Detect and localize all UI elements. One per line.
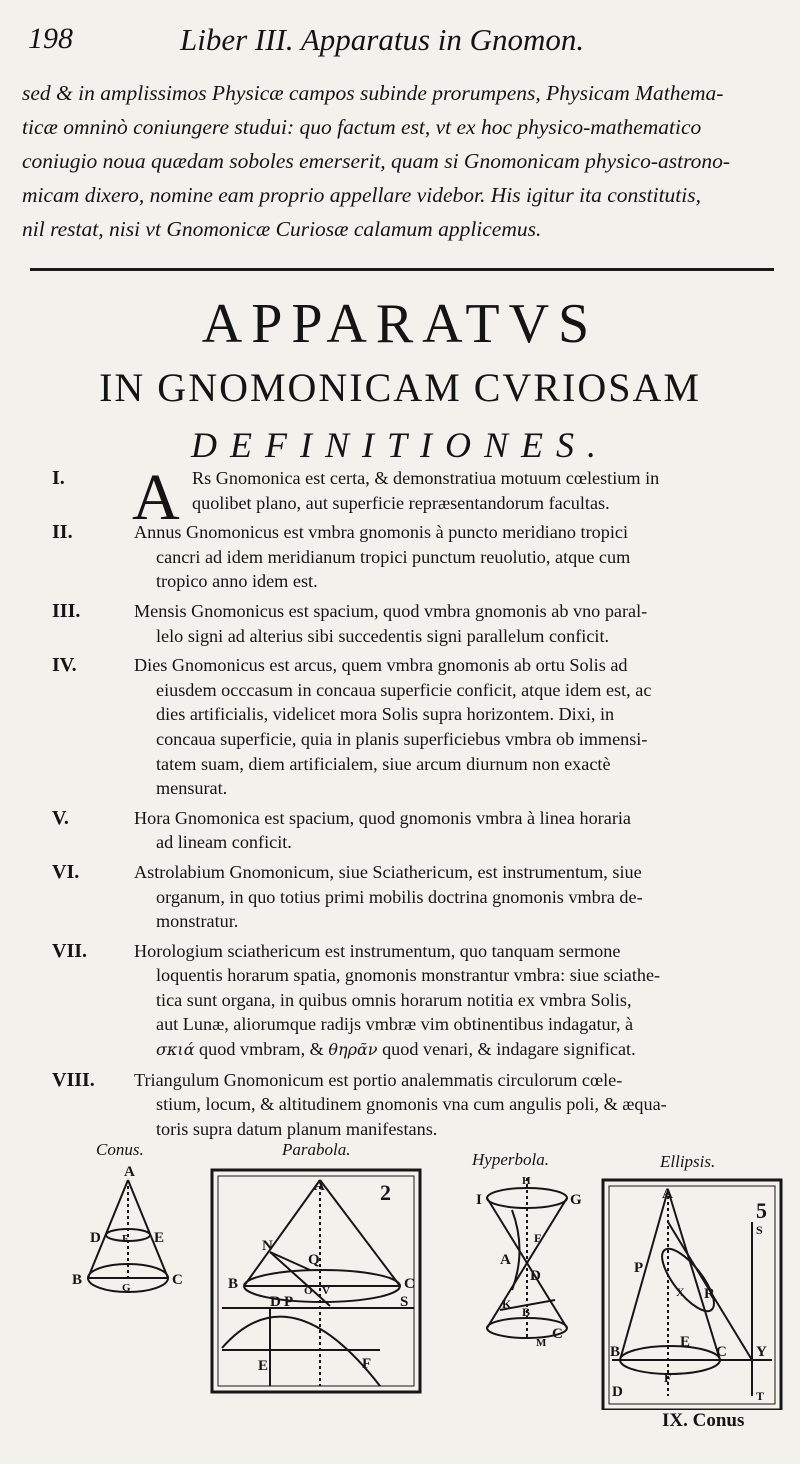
definition-line: ad lineam conficit. <box>156 832 292 853</box>
definition-number: V. <box>52 806 69 829</box>
definition-fragment: quod vmbram, & <box>194 1039 329 1060</box>
intro-paragraph <box>22 76 782 246</box>
fig-letter: Y <box>756 1344 767 1360</box>
definition-line: concaua superficie, quia in planis superficiebus vmbra ob immensi- <box>156 728 648 749</box>
definition-item <box>24 939 784 1063</box>
definition-line: dies artificialis, videlicet mora Solis supra horizontem. Dixi, in <box>156 704 615 725</box>
section-title: APPARATVS <box>201 293 599 355</box>
fig-number: 2 <box>380 1180 391 1205</box>
definition-line: lelo signi ad alterius sibi succedentis signi parallelum conficit. <box>156 625 610 646</box>
fig-letter: P <box>634 1260 644 1276</box>
fig-letter: E <box>258 1358 269 1374</box>
definition-item <box>24 599 784 648</box>
definition-line: tatem suam, diem artificialem, siue arcum diurnum non exactè <box>156 753 611 774</box>
intro-line: nil restat, nisi vt Gnomonicæ Curiosæ calamum applicemus. <box>22 217 542 241</box>
fig-letter: I <box>476 1192 482 1208</box>
definition-line: Horologium sciathericum est instrumentum, quo tanquam sermone <box>134 940 621 961</box>
fig-letter: M <box>536 1337 547 1349</box>
definition-item <box>24 806 784 855</box>
definition-text <box>134 939 784 1063</box>
fig-letter: D <box>530 1268 541 1284</box>
definition-line: Rs Gnomonica est certa, & demonstratiua motuum cœlestium in <box>192 468 660 488</box>
definition-text <box>134 806 784 855</box>
definition-line <box>134 1037 784 1063</box>
fig-letter: R <box>704 1286 715 1302</box>
fig-letter: K <box>502 1297 512 1311</box>
definition-line: stium, locum, & altitudinem gnomonis vna cum angulis poli, & æqua- <box>156 1094 667 1115</box>
figure-label-conus: Conus. <box>96 1140 144 1159</box>
definition-line: eiusdem occcasum in concaua superficie conficit, atque idem est, ac <box>156 679 652 700</box>
fig-letter: A <box>314 1178 325 1194</box>
greek-word: θηρᾶν <box>328 1040 378 1060</box>
fig-letter: D <box>270 1294 281 1310</box>
intro-line: micam dixero, nomine eam proprio appellare videbor. His igitur ita constitutis, <box>22 183 701 207</box>
definition-line: loquentis horarum spatia, gnomonis monstrantur vmbra: siue sciathe- <box>156 965 661 986</box>
fig-letter: B <box>228 1276 239 1292</box>
section-subtitle: DEFINITIONES. <box>191 425 609 465</box>
fig-letter: B <box>72 1272 83 1288</box>
definition-line: Triangulum Gnomonicum est portio analemmatis circulorum cœle- <box>134 1069 623 1090</box>
fig-letter: D <box>90 1230 101 1246</box>
fig-letter: X <box>676 1285 685 1299</box>
fig-letter: C <box>552 1326 563 1342</box>
definition-number: I. <box>52 467 65 489</box>
definition-line: Dies Gnomonicus est arcus, quem vmbra gnomonis ab ortu Solis ad <box>134 655 628 676</box>
definition-item <box>24 860 784 934</box>
fig-letter: O <box>304 1285 313 1297</box>
definition-line: Mensis Gnomonicus est spacium, quod vmbra gnomonis ab vno paral- <box>134 600 648 621</box>
figure-label-parabola: Parabola. <box>282 1140 351 1159</box>
fig-letter: F <box>362 1356 372 1372</box>
definition-line: cancri ad idem meridianum tropici punctum reuolutio, atque cum <box>156 546 631 567</box>
figure-label-hyperbola: Hyperbola. <box>472 1150 549 1169</box>
fig-letter: T <box>756 1389 765 1403</box>
definition-fragment: quod venari, & indagare significat. <box>377 1039 636 1060</box>
definition-text <box>134 520 784 594</box>
definition-line: tica sunt organa, in quibus omnis horarum notitia ex vmbra Solis, <box>156 989 632 1010</box>
fig-letter: Q <box>308 1252 320 1268</box>
definitions-list <box>24 461 784 1146</box>
fig-letter: P <box>284 1294 294 1310</box>
definition-number: II. <box>52 521 73 544</box>
definition-number: VI. <box>52 860 80 883</box>
fig-letter: G <box>122 1282 131 1294</box>
definition-text <box>134 1068 784 1142</box>
definition-item <box>24 653 784 801</box>
fig-letter: S <box>400 1294 409 1310</box>
fig-letter: G <box>570 1192 582 1208</box>
definition-line: Hora Gnomonica est spacium, quod gnomonis vmbra à linea horaria <box>134 807 631 828</box>
fig-letter: A <box>124 1164 135 1180</box>
fig-letter: A <box>500 1252 511 1268</box>
definition-line: monstratur. <box>156 911 239 932</box>
fig-letter: E <box>154 1230 165 1246</box>
definition-text <box>134 466 784 515</box>
fig-letter: F <box>664 1371 672 1385</box>
definition-line: Annus Gnomonicus est vmbra gnomonis à puncto meridiano tropici <box>134 522 629 543</box>
fig-letter: B <box>610 1344 621 1360</box>
fig-letter: E <box>534 1231 543 1245</box>
fig-letter: F <box>122 1233 129 1245</box>
fig-letter: V <box>322 1285 330 1297</box>
intro-line: coniugio noua quædam soboles emerserit, quam si Gnomonicam physico-astrono- <box>22 149 731 173</box>
intro-line: sed & in amplissimos Physicæ campos subinde prorumpens, Physicam Mathema- <box>22 81 724 105</box>
definition-number: VII. <box>52 939 88 962</box>
definition-item <box>24 520 784 594</box>
fig-letter: C <box>404 1276 415 1292</box>
definition-text <box>134 860 784 934</box>
page-header <box>28 22 772 62</box>
greek-word: σκιά <box>156 1040 195 1060</box>
definition-text <box>134 599 784 648</box>
fig-letter: S <box>756 1223 763 1237</box>
fig-letter: D <box>612 1384 623 1400</box>
section-divider <box>30 268 774 271</box>
definition-number: IV. <box>52 654 77 677</box>
figure-label-ellipsis: Ellipsis. <box>660 1152 716 1171</box>
fig-letter: H <box>522 1175 531 1187</box>
intro-line: ticæ omninò coniungere studui: quo factum est, vt ex hoc physico-mathematico <box>22 115 702 139</box>
page-number: 198 <box>28 22 73 55</box>
fig-letter: A <box>662 1186 673 1202</box>
definition-line: mensurat. <box>156 778 228 799</box>
plate-label: IX. Conus <box>662 1410 745 1431</box>
definition-line: toris supra datum planum manifestans. <box>156 1118 438 1139</box>
definition-line: organum, in quo totius primi mobilis doctrina gnomonis vmbra de- <box>156 886 643 907</box>
fig-letter: E <box>680 1334 691 1350</box>
fig-letter: B <box>522 1305 531 1319</box>
definition-line: Astrolabium Gnomonicum, siue Sciathericum, est instrumentum, siue <box>134 861 642 882</box>
definition-line: aut Lunæ, aliorumque radijs vmbræ vim obtinentibus indagatur, à <box>156 1014 634 1035</box>
definition-line: quolibet plano, aut superficie repræsentandorum facultas. <box>192 492 610 513</box>
fig-letter: C <box>716 1344 727 1360</box>
definition-line: tropico anno idem est. <box>156 571 318 592</box>
conic-sections-figures <box>0 1160 800 1410</box>
definition-number: III. <box>52 599 81 622</box>
running-head: Liber III. Apparatus in Gnomon. <box>180 22 585 57</box>
definition-number: VIII. <box>52 1068 95 1091</box>
section-title-line2: IN GNOMONICAM CVRIOSAM <box>99 365 701 410</box>
fig-letter: N <box>262 1238 273 1254</box>
fig-number: 5 <box>756 1198 767 1223</box>
ellipsis-figure <box>603 1180 781 1410</box>
fig-letter: C <box>172 1272 183 1288</box>
definition-text <box>134 653 784 801</box>
definition-item <box>24 1068 784 1142</box>
drop-cap: A <box>132 461 180 534</box>
